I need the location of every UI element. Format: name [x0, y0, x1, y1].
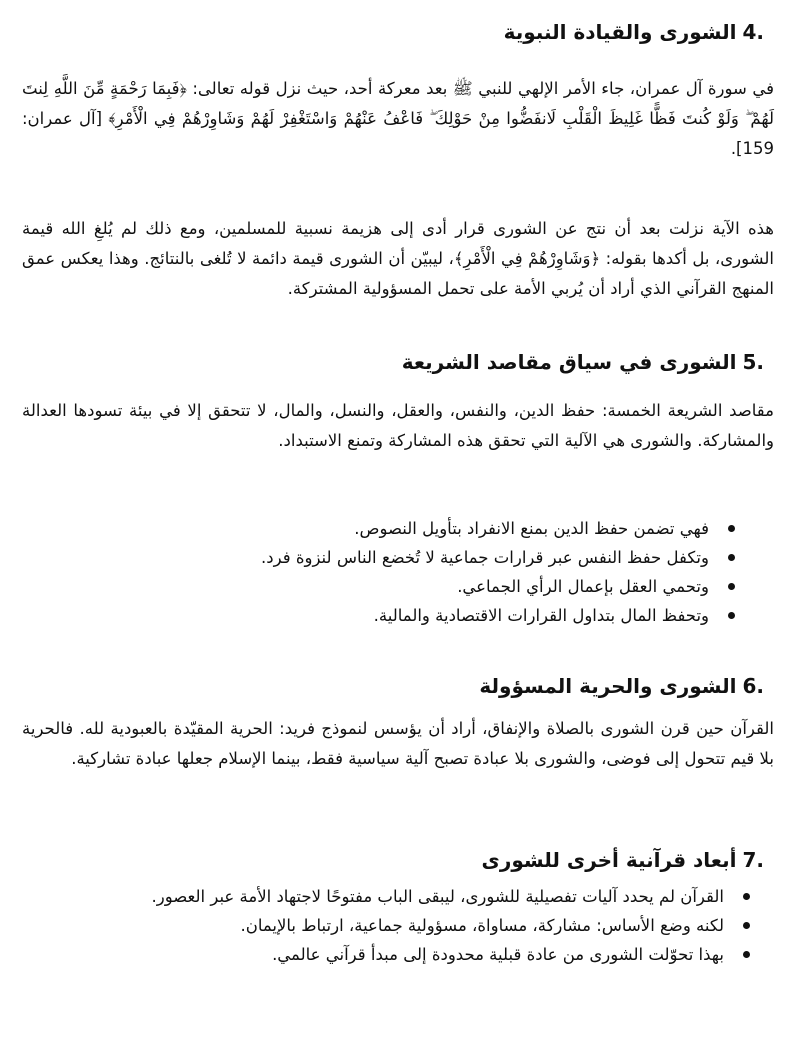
section-5-title: الشورى في سياق مقاصد الشريعة	[401, 350, 737, 374]
list-item	[22, 514, 709, 543]
list-item	[22, 911, 724, 940]
bullet-dot-icon	[743, 951, 750, 958]
section-4-paragraph-1: في سورة آل عمران، جاء الأمر الإلهي للنبي ﷺ بعد معركة أحد، حيث نزل قوله تعالى: ﴿فَبِمَا رَحْمَةٍ مِّنَ اللَّهِ لِنتَ لَهُمْ ۖ وَلَوْ كُنتَ فَظًّا غَلِيظَ الْقَلْبِ لَانفَضُّوا مِنْ حَوْلِكَ ۖ فَاعْفُ عَنْهُمْ وَاسْتَغْفِرْ لَهُمْ وَشَاوِرْهُمْ فِي الْأَمْرِ﴾ [آل عمران: 159].	[22, 79, 774, 158]
bullet-dot-icon	[728, 583, 735, 590]
list-item	[22, 940, 724, 969]
bullet-dot-icon	[728, 525, 735, 532]
bullet-dot-icon	[728, 612, 735, 619]
section-7-bullet-list	[22, 882, 724, 969]
section-4-number: .4	[742, 20, 764, 44]
bullet-dot-icon	[743, 922, 750, 929]
section-6-heading	[22, 672, 774, 700]
list-item-text: فهي تضمن حفظ الدين بمنع الانفراد بتأويل النصوص.	[354, 519, 709, 538]
list-item-text: لكنه وضع الأساس: مشاركة، مساواة، مسؤولية جماعية، ارتباط بالإيمان.	[240, 916, 724, 935]
list-item-text: وتحمي العقل بإعمال الرأي الجماعي.	[457, 577, 709, 596]
section-5-bullet-list	[22, 514, 709, 630]
bullet-dot-icon	[743, 893, 750, 900]
section-7-heading	[22, 846, 774, 874]
bullet-dot-icon	[728, 554, 735, 561]
list-item	[22, 543, 709, 572]
section-4-title: الشورى والقيادة النبوية	[503, 20, 737, 44]
list-item-text: وتكفل حفظ النفس عبر قرارات جماعية لا تُخضع الناس لنزوة فرد.	[261, 548, 709, 567]
section-7-number: .7	[742, 848, 764, 872]
list-item-text: القرآن لم يحدد آليات تفصيلية للشورى، ليبقى الباب مفتوحًا لاجتهاد الأمة عبر العصور.	[151, 887, 724, 906]
section-5-paragraph: مقاصد الشريعة الخمسة: حفظ الدين، والنفس، والعقل، والنسل، والمال، لا تتحقق إلا في بيئة تسودها العدالة والمشاركة. والشورى هي الآلية التي تحقق هذه المشاركة وتمنع الاستبداد.	[22, 401, 774, 450]
list-item	[22, 601, 709, 630]
list-item	[22, 882, 724, 911]
section-5-heading	[22, 348, 774, 376]
section-6-paragraph: القرآن حين قرن الشورى بالصلاة والإنفاق، أراد أن يؤسس لنموذج فريد: الحرية المقيّدة بالعبودية لله. فالحرية بلا قيم تتحول إلى فوضى، والشورى بلا عبادة تصبح آلية سياسية فقط، بينما الإسلام جعلها عبادة تشاركية.	[22, 719, 774, 768]
section-5-number: .5	[742, 350, 764, 374]
list-item	[22, 572, 709, 601]
document-page	[0, 18, 802, 1042]
section-6-number: .6	[742, 674, 764, 698]
section-7-title: أبعاد قرآنية أخرى للشورى	[481, 848, 737, 872]
list-item-text: وتحفظ المال بتداول القرارات الاقتصادية والمالية.	[373, 606, 709, 625]
section-6-title: الشورى والحرية المسؤولة	[479, 674, 737, 698]
section-4-paragraph-2: هذه الآية نزلت بعد أن نتج عن الشورى قرار أدى إلى هزيمة نسبية للمسلمين، ومع ذلك لم يُلغِ الله قيمة الشورى، بل أكدها بقوله: ﴿وَشَاوِرْهُمْ فِي الْأَمْرِ﴾، ليبيّن أن الشورى قيمة دائمة لا تُلغى بالنتائج. وهذا يعكس عمق المنهج القرآني الذي أراد أن يُربي الأمة على تحمل المسؤولية المشتركة.	[22, 219, 774, 298]
list-item-text: بهذا تحوّلت الشورى من عادة قبلية محدودة إلى مبدأ قرآني عالمي.	[272, 945, 724, 964]
section-4-heading	[22, 18, 774, 46]
